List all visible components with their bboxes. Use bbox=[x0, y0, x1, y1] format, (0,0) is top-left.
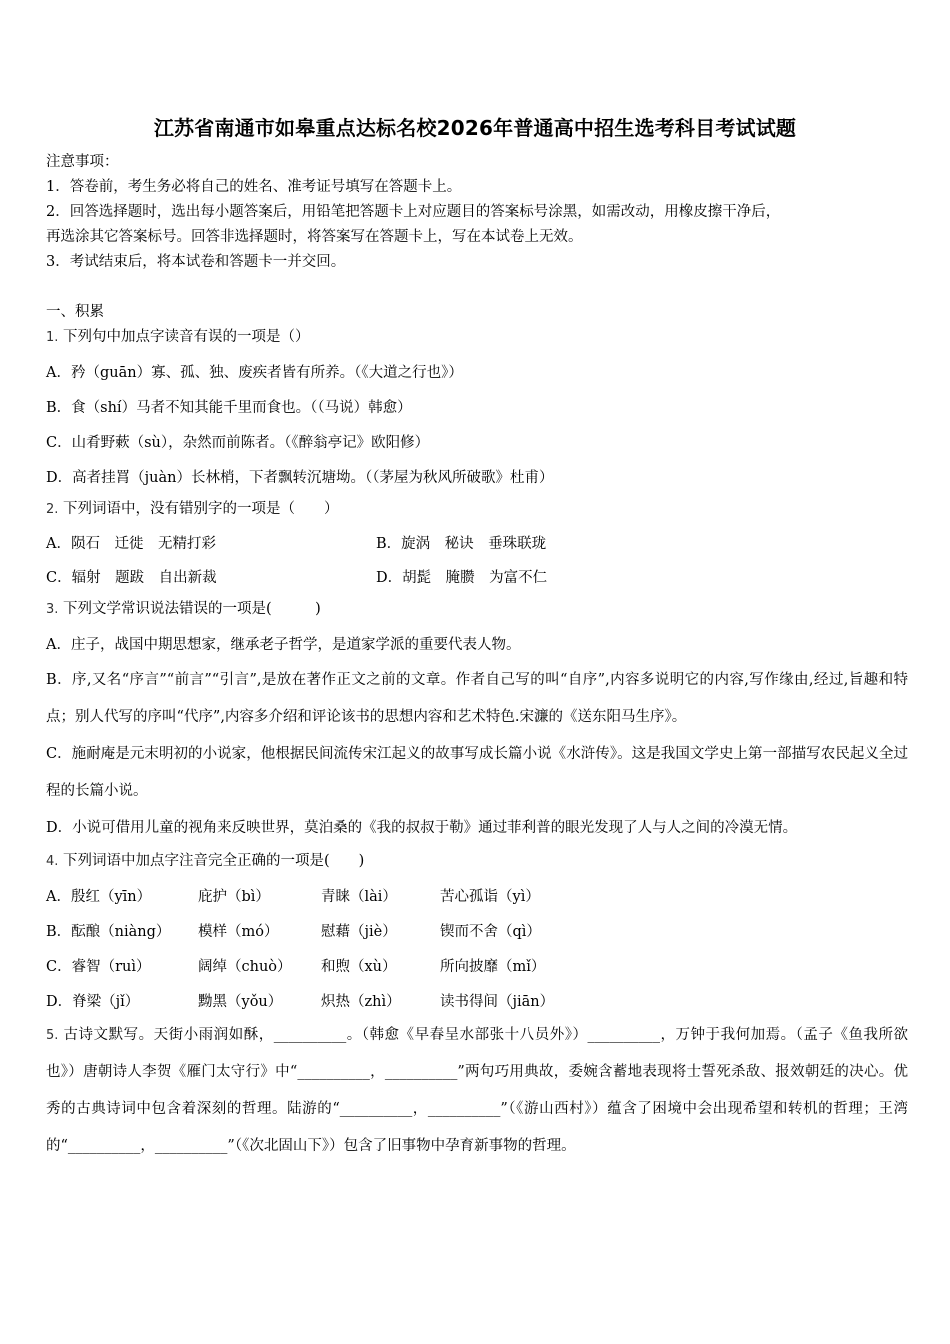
notice-line-1: 1．答卷前，考生务必将自己的姓名、准考证号填写在答题卡上。 bbox=[46, 179, 462, 195]
notice-line-3: 3．考试结束后，将本试卷和答题卡一并交回。 bbox=[46, 254, 346, 270]
question-2-option-d: D．胡髭 腌臜 为富不仁 bbox=[376, 570, 548, 586]
question-1-stem: 1. 下列句中加点字读音有误的一项是（） bbox=[46, 329, 310, 345]
question-1-option-b: B．食（shí）马者不知其能千里而食也。（（马说）韩愈） bbox=[46, 400, 412, 416]
question-2-option-b: B．旋涡 秘诀 垂珠联珑 bbox=[376, 536, 547, 552]
question-1-option-a: A．矜（guān）寡、孤、独、废疾者皆有所养。（《大道之行也》） bbox=[46, 365, 463, 381]
notice-heading: 注意事项： bbox=[46, 154, 119, 170]
question-3-option-a: A．庄子，战国中期思想家，继承老子哲学，是道家学派的重要代表人物。 bbox=[46, 637, 521, 653]
question-4-option-a: A．殷红（yīn） 庇护（bì） 青睐（lài） 苦心孤诣（yì） bbox=[46, 889, 540, 905]
question-4-option-d: D．脊梁（jǐ） 黝黑（yǒu） 炽热（zhì） 读书得间（jiān） bbox=[46, 994, 555, 1010]
question-2-options-ab bbox=[46, 532, 908, 556]
question-1-option-d: D．高者挂罥（juàn）长林梢，下者飘转沉塘坳。（（茅屋为秋风所破歌》杜甫） bbox=[46, 470, 554, 486]
question-2-options-cd bbox=[46, 566, 908, 590]
question-2-stem: 2. 下列词语中，没有错别字的一项是（ ） bbox=[46, 501, 339, 517]
question-4-option-c: C．睿智（ruì） 阔绰（chuò） 和煦（xù） 所向披靡（mǐ） bbox=[46, 959, 546, 975]
question-5: 5. 古诗文默写。天街小雨润如酥，__________。（韩愈《早春呈水部张十八员外》）__________，万钟于我何加焉。（孟子《鱼我所欲也》）唐朝诗人李贺《雁门太守行》中“__________，__________”两句巧用典故，委婉含蓄地表现将士誓死杀敌、报效朝廷的决心。优秀的古典诗词中包含着深刻的哲理。陆游的“__________，__________”（《游山西村》）蕴含了困境中会出现希望和转机的哲理；王湾的“__________，__________”（《次北固山下》）包含了旧事物中孕育新事物的哲理。 bbox=[46, 1027, 908, 1154]
question-3-stem: 3. 下列文学常识说法错误的一项是( ) bbox=[46, 601, 321, 617]
question-1-option-c: C．山肴野蔌（sù），杂然而前陈者。（《醉翁亭记》欧阳修） bbox=[46, 435, 430, 451]
notice-line-2a: 2．回答选择题时，选出每小题答案后，用铅笔把答题卡上对应题目的答案标号涂黑，如需改动，用橡皮擦干净后， bbox=[46, 204, 781, 220]
question-2-option-a: A．陨石 迁徙 无精打彩 bbox=[46, 536, 216, 552]
question-2-option-c: C．辐射 题跋 自出新裁 bbox=[46, 570, 217, 586]
section-heading: 一、积累 bbox=[46, 304, 104, 320]
exam-content bbox=[46, 150, 908, 1165]
question-3-option-b: B．序,又名“序言”“前言”“引言”,是放在著作正文之前的文章。作者自己写的叫“自序”,内容多说明它的内容,写作缘由,经过,旨趣和特点；别人代写的序叫“代序”,内容多介绍和评论该书的思想内容和艺术特色.宋濂的《送东阳马生序》。 bbox=[46, 672, 908, 725]
question-4-option-b: B．酝酿（niàng） 模样（mó） 慰藉（jiè） 锲而不舍（qì） bbox=[46, 924, 541, 940]
notice-line-2b: 再选涂其它答案标号。回答非选择题时，将答案写在答题卡上，写在本试卷上无效。 bbox=[46, 229, 583, 245]
question-4-stem: 4. 下列词语中加点字注音完全正确的一项是( ) bbox=[46, 853, 365, 869]
question-3-option-c: C．施耐庵是元末明初的小说家，他根据民间流传宋江起义的故事写成长篇小说《水浒传》。这是我国文学史上第一部描写农民起义全过程的长篇小说。 bbox=[46, 746, 908, 799]
page-title: 江苏省南通市如皋重点达标名校2026年普通高中招生选考科目考试试题 bbox=[153, 116, 797, 140]
question-3-option-d: D．小说可借用儿童的视角来反映世界，莫泊桑的《我的叔叔于勒》通过菲利普的眼光发现了人与人之间的冷漠无情。 bbox=[46, 820, 798, 836]
